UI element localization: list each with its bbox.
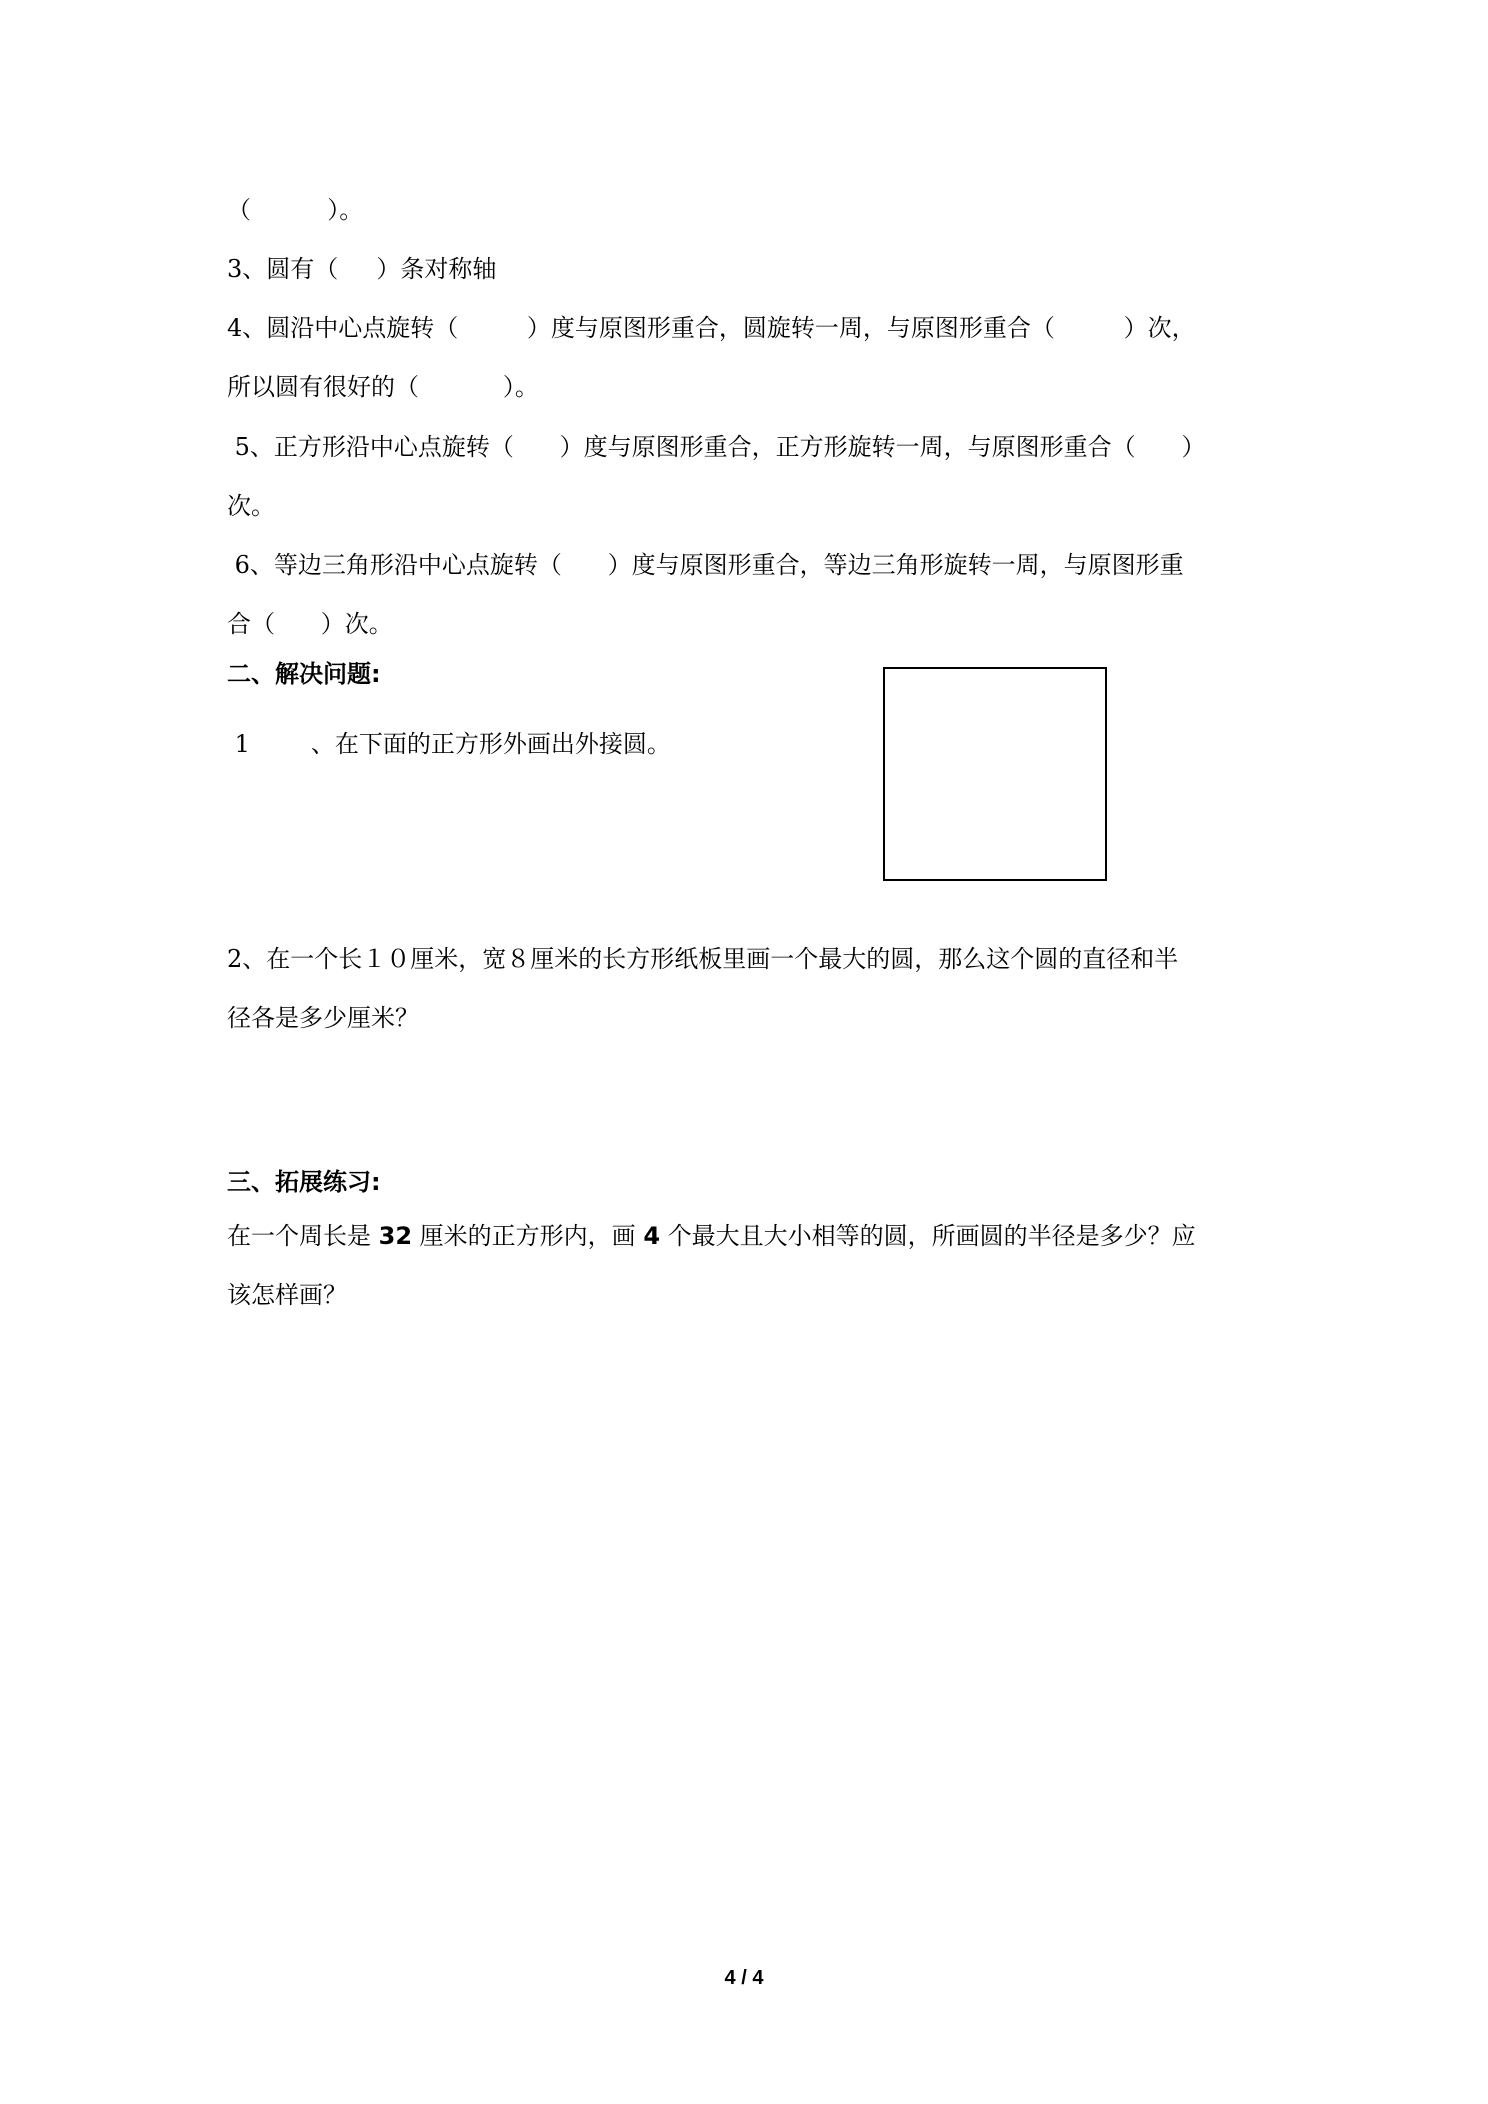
extension-problem-line-2: 该怎样画？	[227, 1281, 347, 1309]
question-6-line-1: 6、等边三角形沿中心点旋转（ ）度与原图形重合，等边三角形旋转一周，与原图形重	[227, 551, 1184, 579]
extension-problem-line-1	[227, 1221, 1196, 1251]
answer-blank-line: （ ）。	[227, 196, 364, 224]
page-number: 4 / 4	[724, 1967, 764, 1989]
circle-count-value: 4	[643, 1222, 661, 1250]
section-3-heading: 三、拓展练习:	[227, 1168, 381, 1196]
section-2-heading: 二、解决问题:	[227, 660, 381, 688]
question-4-line-1: 4、圆沿中心点旋转（ ）度与原图形重合，圆旋转一周，与原图形重合（ ）次，	[227, 314, 1196, 342]
problem-2-line-1: 2、在一个长１０厘米，宽８厘米的长方形纸板里画一个最大的圆，那么这个圆的直径和半	[227, 945, 1179, 973]
perimeter-value: 32	[378, 1222, 413, 1250]
question-5-line-1: 5、正方形沿中心点旋转（ ）度与原图形重合，正方形旋转一周，与原图形重合（ ）	[227, 433, 1206, 461]
question-6-line-2: 合（ ）次。	[227, 610, 393, 638]
extension-text-c: 厘米的正方形内，画	[412, 1222, 644, 1250]
problem-1: 1 、在下面的正方形外画出外接圆。	[227, 730, 671, 758]
extension-text-e: 个最大且大小相等的圆，所画圆的半径是多少？应	[660, 1222, 1196, 1250]
question-3: 3、圆有（ ）条对称轴	[227, 255, 497, 283]
question-5-line-2: 次。	[227, 492, 275, 520]
square-figure	[883, 667, 1107, 881]
extension-text-a: 在一个周长是	[227, 1222, 379, 1250]
question-4-line-2: 所以圆有很好的（ ）。	[227, 373, 539, 401]
problem-2-line-2: 径各是多少厘米？	[227, 1004, 419, 1032]
